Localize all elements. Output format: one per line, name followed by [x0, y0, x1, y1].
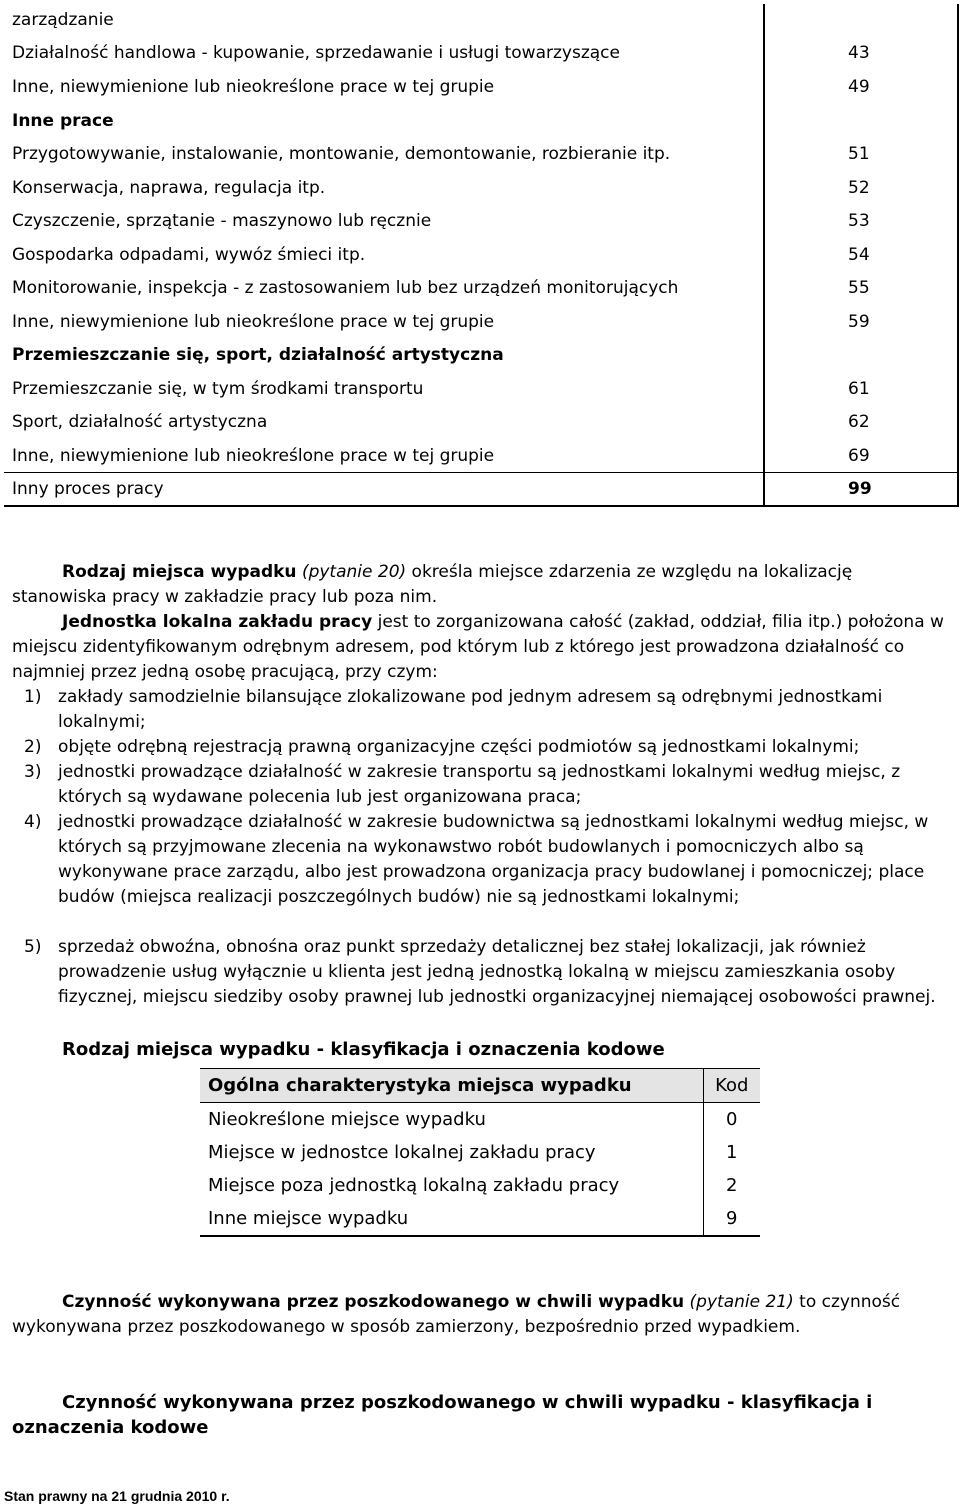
row-code: 69 [848, 446, 870, 466]
activity-classification-table [0, 0, 960, 507]
list-number: 5) [24, 937, 42, 957]
accident-place-code-table [200, 1068, 760, 1237]
list-text: zakłady samodzielnie bilansujące zlokalizowane pod jednym adresem są odrębnymi jednostkami lokalnymi; [58, 687, 883, 732]
list-text: objęte odrębną rejestracją prawną organizacyjne części podmiotów są jednostkami lokalnymi; [58, 737, 860, 757]
table-row [0, 440, 960, 473]
list-item [12, 685, 948, 735]
row-code: 49 [848, 77, 870, 97]
table-group-heading [0, 339, 960, 372]
question-reference: (pytanie 21) [689, 1292, 794, 1312]
row-description: Działalność handlowa - kupowanie, sprzedawanie i usługi towarzyszące [12, 43, 620, 63]
row-code: 54 [848, 245, 870, 265]
legal-status-footer: Stan prawny na 21 grudnia 2010 r. [4, 1488, 230, 1504]
row-description: Miejsce w jednostce lokalnej zakładu pracy [208, 1142, 596, 1163]
table-header-row [200, 1069, 760, 1103]
list-text: jednostki prowadzące działalność w zakresie budownictwa są jednostkami lokalnymi według miejsc, w których są przyjmowane zlecenia na wykonawstwo robót budowlanych i pomocniczych albo są wykonywane prace zarządu, albo jest prowadzona organizacja pracy budowlanej i pomocniczej; place budów (miejsca realizacji poszczególnych budów) nie są jednostkami lokalnymi; [58, 812, 929, 907]
table-group-heading [0, 105, 960, 138]
table-row [0, 37, 960, 70]
row-code: 52 [848, 178, 870, 198]
classification-heading: Rodzaj miejsca wypadku - klasyfikacja i oznaczenia kodowe [62, 1039, 665, 1060]
row-code: 43 [848, 43, 870, 63]
row-description: Przygotowywanie, instalowanie, montowanie, demontowanie, rozbieranie itp. [12, 144, 671, 164]
row-code: 99 [848, 479, 872, 499]
list-text: sprzedaż obwoźna, obnośna oraz punkt sprzedaży detalicznej bez stałej lokalizacji, jak również prowadzenie usług wyłącznie u klienta jest jedną jednostką lokalną w miejscu zamieszkania osoby fizycznej, miejscu siedziby osoby prawnej lub jednostki organizacyjnej niemającej osobowości prawnej. [58, 937, 936, 1007]
row-code: 62 [848, 412, 870, 432]
table-row [200, 1103, 760, 1137]
activity-definition [12, 1290, 948, 1340]
row-description: Nieokreślone miejsce wypadku [208, 1109, 486, 1130]
list-item [12, 935, 948, 1035]
term-bold: Rodzaj miejsca wypadku [62, 562, 297, 582]
table-row [0, 473, 960, 506]
row-description: Gospodarka odpadami, wywóz śmieci itp. [12, 245, 366, 265]
row-description: Czyszczenie, sprzątanie - maszynowo lub ręcznie [12, 211, 432, 231]
row-description: Inne, niewymienione lub nieokreślone prace w tej grupie [12, 312, 495, 332]
row-description: Inne prace [12, 111, 114, 131]
row-description: zarządzanie [12, 10, 114, 30]
table-row [0, 306, 960, 339]
table-row [0, 373, 960, 406]
row-code: 55 [848, 278, 870, 298]
row-description: Inny proces pracy [12, 479, 164, 499]
definition-text: określa miejsce zdarzenia ze względu na lokalizację stanowiska pracy w zakładzie pracy lub poza nim. [12, 562, 853, 607]
row-description: Sport, działalność artystyczna [12, 412, 268, 432]
row-description: Miejsce poza jednostką lokalną zakładu pracy [208, 1175, 620, 1196]
local-unit-definition [12, 610, 948, 685]
row-description: Inne miejsce wypadku [200, 1202, 703, 1236]
row-description: Przemieszczanie się, w tym środkami transportu [12, 379, 424, 399]
list-number: 3) [24, 762, 42, 782]
row-code: 9 [703, 1202, 760, 1236]
list-item [12, 760, 948, 810]
table-row [0, 172, 960, 205]
table-row [200, 1202, 760, 1236]
list-item [12, 810, 948, 935]
activity-classification-heading: Czynność wykonywana przez poszkodowanego w chwili wypadku - klasyfikacja i oznaczenia kodowe [12, 1392, 873, 1438]
table-row [0, 4, 960, 37]
list-text: jednostki prowadzące działalność w zakresie transportu są jednostkami lokalnymi według miejsc, z których są wydawane polecenia lub jest organizowana praca; [58, 762, 901, 807]
table-row [0, 138, 960, 171]
row-code: 53 [848, 211, 870, 231]
row-description: Przemieszczanie się, sport, działalność artystyczna [12, 345, 504, 365]
row-code: 51 [848, 144, 870, 164]
table-row [200, 1169, 760, 1202]
row-code: 0 [703, 1103, 760, 1137]
header-description: Ogólna charakterystyka miejsca wypadku [200, 1069, 703, 1103]
row-code: 1 [703, 1136, 760, 1169]
question-reference: (pytanie 20) [301, 562, 407, 582]
table-row [0, 205, 960, 238]
table-row [0, 239, 960, 272]
row-code: 61 [848, 379, 870, 399]
list-number: 1) [24, 687, 42, 707]
row-code: 59 [848, 312, 870, 332]
header-code: Kod [703, 1069, 760, 1103]
term-bold: Jednostka lokalna zakładu pracy [62, 612, 373, 632]
table-row [0, 272, 960, 305]
row-description: Inne, niewymienione lub nieokreślone prace w tej grupie [12, 77, 495, 97]
term-bold: Czynność wykonywana przez poszkodowanego w chwili wypadku [62, 1292, 685, 1312]
table-row [0, 71, 960, 104]
table-row [200, 1136, 760, 1169]
row-description: Monitorowanie, inspekcja - z zastosowaniem lub bez urządzeń monitorujących [12, 278, 679, 298]
row-description: Inne, niewymienione lub nieokreślone prace w tej grupie [12, 446, 495, 466]
accident-place-definition [12, 560, 948, 610]
table-row [0, 406, 960, 439]
list-item [12, 735, 948, 760]
definition-text: jest to zorganizowana całość (zakład, oddział, filia itp.) położona w miejscu zidentyfikowanym odrębnym adresem, pod którym lub z którego jest prowadzona działalność co najmniej przez jedną osobę pracującą, przy czym: [12, 612, 944, 682]
list-number: 4) [24, 812, 42, 832]
definition-text: to czynność wykonywana przez poszkodowanego w sposób zamierzony, bezpośrednio przed wypadkiem. [12, 1292, 901, 1337]
list-number: 2) [24, 737, 42, 757]
row-description: Konserwacja, naprawa, regulacja itp. [12, 178, 326, 198]
row-code: 2 [703, 1169, 760, 1202]
